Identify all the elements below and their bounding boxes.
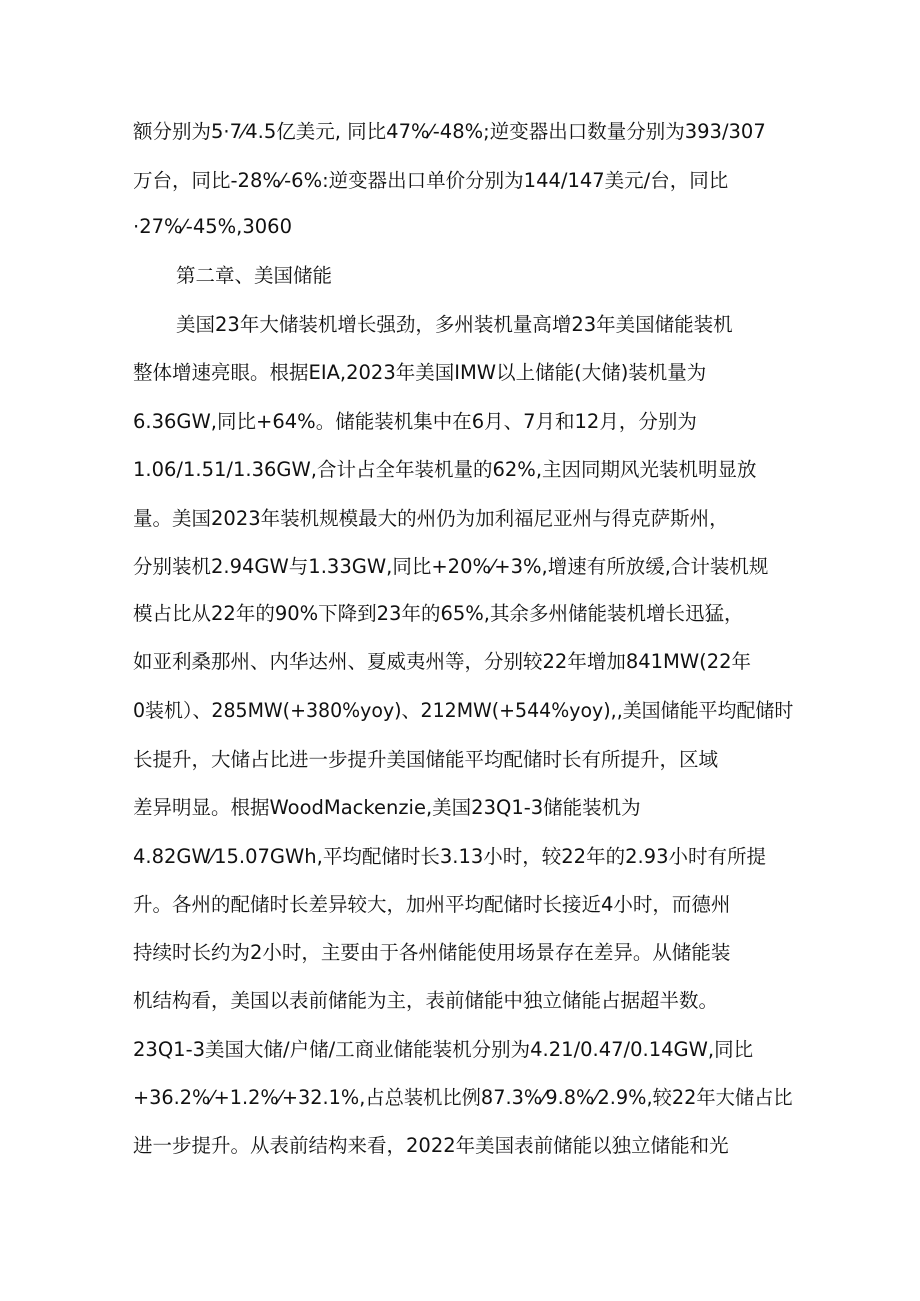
text-line: 持续时长约为2小时，主要由于各州储能使用场景存在差异。从储能装: [133, 941, 731, 964]
text-line: 23Q1-3美国大储/户储/工商业储能装机分别为4.21/0.47/0.14GW,同比: [133, 1038, 754, 1061]
text-line: 机结构看，美国以表前储能为主，表前储能中独立储能占据超半数。: [133, 989, 719, 1012]
text-line: 模占比从22年的90%下降到23年的65%,其余多州储能装机增长迅猛，: [133, 602, 744, 625]
text-line: 进一步提升。从表前结构来看，2022年美国表前储能以独立储能和光: [133, 1134, 729, 1157]
text-line: 4.82GW⁄15.07GWh,平均配储时长3.13小时，较22年的2.93小时有所提: [133, 845, 766, 868]
text-line: 美国23年大储装机增长强劲，多州装机量高增23年美国储能装机: [176, 313, 733, 336]
text-line: 分别装机2.94GW与1.33GW,同比+20%⁄+3%,增速有所放缓,合计装机规: [133, 555, 769, 578]
text-line: 1.06/1.51/1.36GW,合计占全年装机量的62%,主因同期风光装机明显放: [133, 458, 757, 481]
text-line: 0装机）、285MW(+380%yoy)、212MW(+544%yoy),,美国储能平均配储时: [133, 699, 794, 722]
text-line: 万台，同比-28%⁄-6%:逆变器出口单价分别为144/147美元/台，同比: [133, 169, 729, 192]
text-line: 量。美国2023年装机规模最大的州仍为加利福尼亚州与得克萨斯州，: [133, 507, 729, 530]
chapter-heading: 第二章、美国储能: [176, 264, 333, 287]
text-line: 整体增速亮眼。根据EIA,2023年美国IMW以上储能(大储)装机量为: [133, 361, 707, 384]
text-line: 升。各州的配储时长差异较大，加州平均配储时长接近4小时，而德州: [133, 893, 731, 916]
text-line: 6.36GW,同比+64%。储能装机集中在6月、7月和12月，分别为: [133, 410, 697, 433]
text-line: 差异明显。根据WoodMackenzie,美国23Q1-3储能装机为: [133, 796, 641, 819]
text-line: 长提升，大储占比进一步提升美国储能平均配储时长有所提升，区域: [133, 748, 719, 771]
text-line: 如亚利桑那州、内华达州、夏威夷州等，分别较22年增加841MW(22年: [133, 650, 752, 673]
text-line: ·27%⁄-45%,3060: [133, 215, 292, 238]
text-line: +36.2%⁄+1.2%⁄+32.1%,占总装机比例87.3%⁄9.8%⁄2.9%,较22年大储占比: [133, 1086, 793, 1109]
text-line: 额分别为5·7⁄4.5亿美元, 同比47%⁄-48%;逆变器出口数量分别为393/307: [133, 120, 766, 143]
